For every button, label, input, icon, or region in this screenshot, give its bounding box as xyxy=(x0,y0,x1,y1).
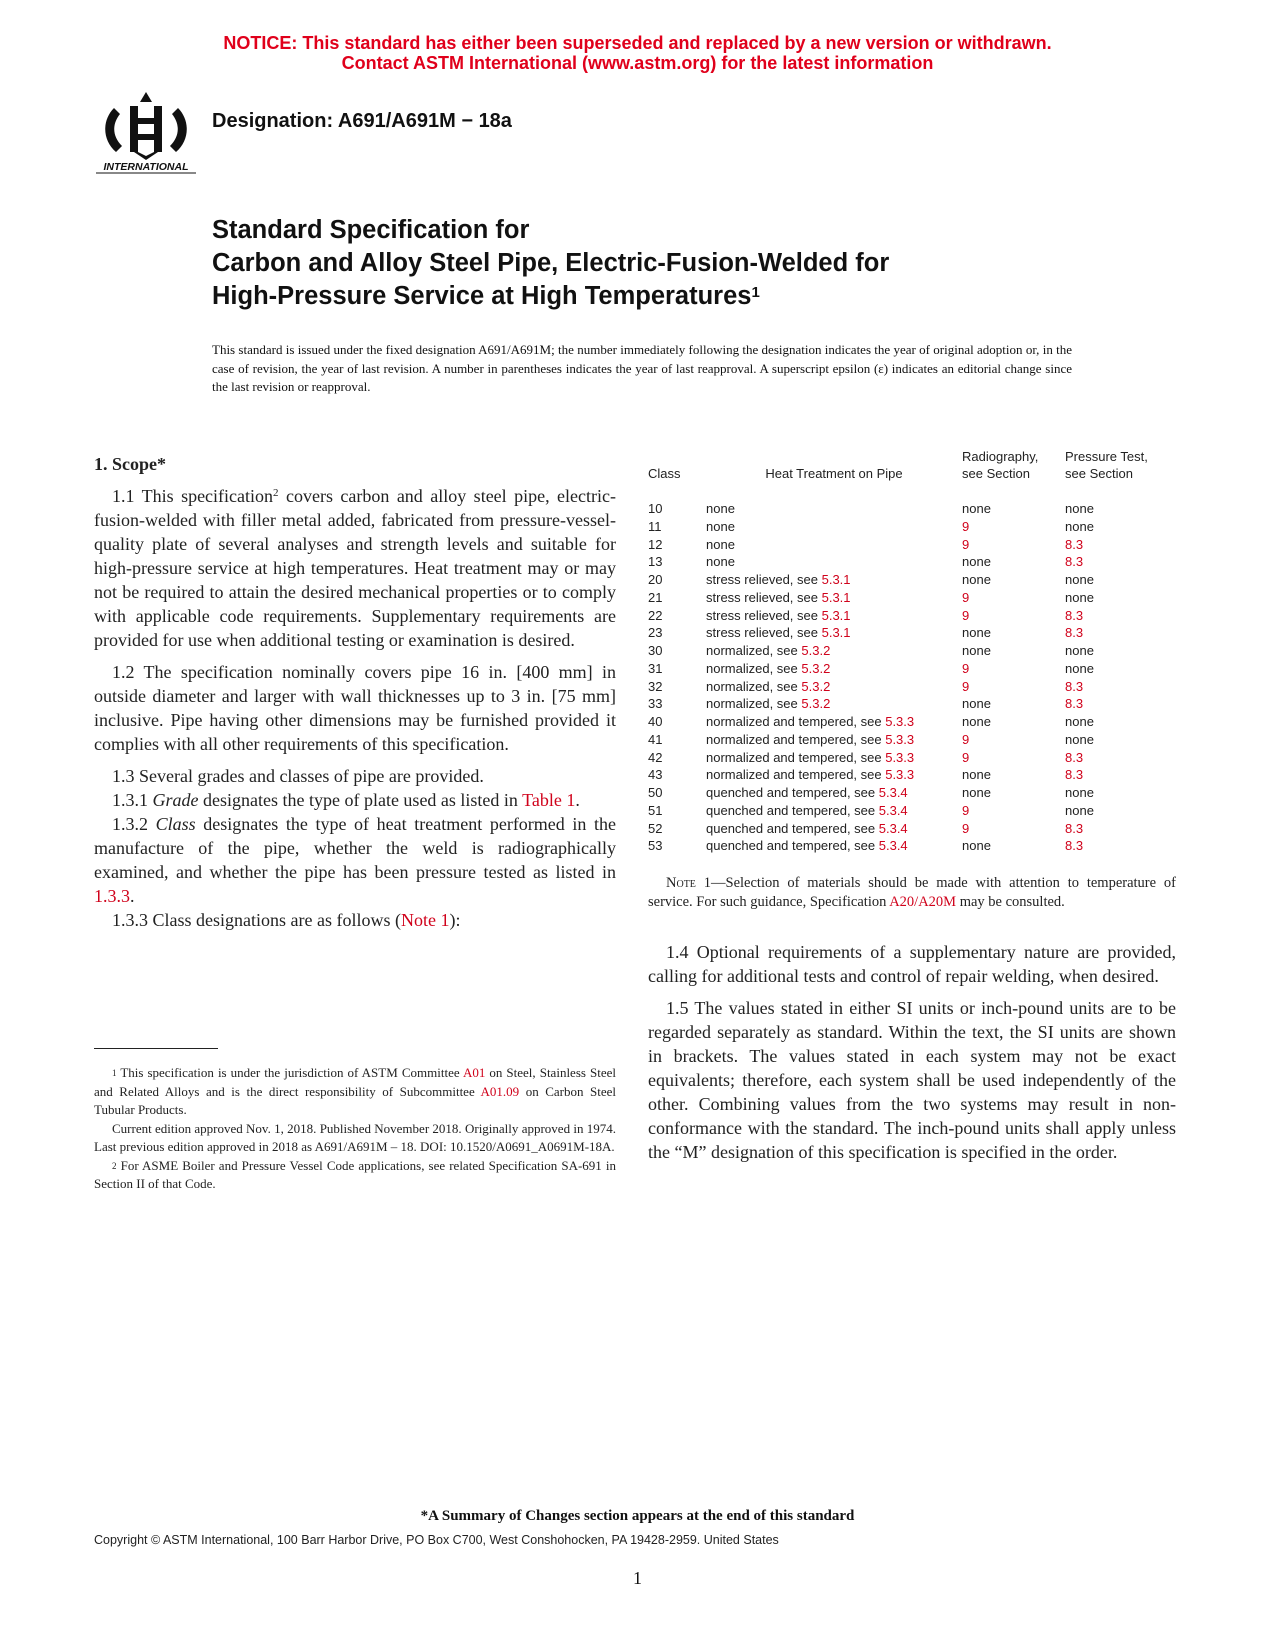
footnote-1-edition: Current edition approved Nov. 1, 2018. Published November 2018. Originally approved in 1974. Last previous edition approved in 2018 as A691/A691M – 18. DOI: 10.1520/A0691_A0691M-18A. xyxy=(94,1120,616,1154)
link-heat-treatment-section[interactable]: 5.3.4 xyxy=(878,838,908,854)
cell-heat-treatment: normalized, see 5.3.2 xyxy=(706,678,831,694)
cell-class: 32 xyxy=(648,678,663,694)
cell-heat-treatment: normalized, see 5.3.2 xyxy=(706,696,831,712)
cell-class: 42 xyxy=(648,749,663,765)
table-row xyxy=(648,607,1178,625)
cell-pressure-test[interactable]: 8.3 xyxy=(1065,838,1084,854)
cell-pressure-test: none xyxy=(1065,714,1094,729)
cell-radiography: none xyxy=(962,501,991,516)
paragraph-1-2: 1.2 The specification nominally covers pipe 16 in. [400 mm] in outside diameter and larger with wall thicknesses up to 3 in. [75 mm] inclusive. Pipe having other dimensions may be furnished provided it complies with all other requirements of this specification. xyxy=(94,662,616,754)
link-heat-treatment-section[interactable]: 5.3.1 xyxy=(821,572,851,587)
table-row xyxy=(648,642,1178,660)
cell-class: 43 xyxy=(648,767,663,783)
cell-pressure-test: none xyxy=(1065,572,1094,587)
cell-pressure-test: none xyxy=(1065,660,1094,676)
cell-pressure-test: none xyxy=(1065,501,1094,516)
cell-radiography: none xyxy=(962,696,991,712)
cell-class: 11 xyxy=(648,518,662,534)
cell-heat-treatment: quenched and tempered, see 5.3.4 xyxy=(706,838,908,854)
link-heat-treatment-section[interactable]: 5.3.3 xyxy=(885,749,915,765)
cell-radiography[interactable]: 9 xyxy=(962,820,970,836)
cell-heat-treatment: normalized and tempered, see 5.3.3 xyxy=(706,767,915,783)
table-row xyxy=(648,624,1178,642)
cell-pressure-test: none xyxy=(1065,589,1094,605)
cell-class: 30 xyxy=(648,643,663,658)
cell-pressure-test[interactable]: 8.3 xyxy=(1065,696,1084,712)
link-heat-treatment-section[interactable]: 5.3.2 xyxy=(801,643,831,658)
cell-class: 31 xyxy=(648,660,663,676)
cell-radiography: none xyxy=(962,714,991,729)
link-heat-treatment-section[interactable]: 5.3.2 xyxy=(801,678,831,694)
notice-line-1: NOTICE: This standard has either been superseded and replaced by a new version or withdrawn. xyxy=(223,33,1052,53)
cell-class: 10 xyxy=(648,501,663,516)
cell-heat-treatment: stress relieved, see 5.3.1 xyxy=(706,625,851,641)
link-heat-treatment-section[interactable]: 5.3.1 xyxy=(821,607,851,623)
document-title xyxy=(212,214,889,313)
link-heat-treatment-section[interactable]: 5.3.3 xyxy=(885,767,915,783)
table-row xyxy=(648,589,1178,607)
cell-heat-treatment: stress relieved, see 5.3.1 xyxy=(706,589,851,605)
table-row xyxy=(648,571,1178,589)
footnote-1: $^1$ This specification is under the jurisdiction of ASTM Committee A01 on Steel, Stainless Steel and Related Alloys and is the direct responsibility of Subcommittee A01.09 on Carbon Steel Tubular Products. xyxy=(94,1065,616,1117)
link-section-1-3-3[interactable]: 1.3.3 xyxy=(94,886,130,906)
cell-class: 13 xyxy=(648,554,663,570)
paragraph-1-4: 1.4 Optional requirements of a supplementary nature are provided, calling for additional tests and control of repair welding, when desired. xyxy=(648,942,1176,986)
cell-radiography: none xyxy=(962,554,991,570)
header-pressure-test: Pressure Test, see Section xyxy=(1065,449,1148,481)
link-heat-treatment-section[interactable]: 5.3.1 xyxy=(821,589,851,605)
section-heading-scope: 1. Scope* xyxy=(94,454,166,474)
header-radiography: Radiography, see Section xyxy=(962,449,1039,481)
footnote-ref-2[interactable]: 2 xyxy=(273,487,279,499)
table-row xyxy=(648,820,1178,838)
cell-radiography[interactable]: 9 xyxy=(962,731,970,747)
table-row xyxy=(648,500,1178,518)
cell-pressure-test: none xyxy=(1065,643,1094,658)
table-row xyxy=(648,731,1178,749)
cell-pressure-test[interactable]: 8.3 xyxy=(1065,820,1084,836)
table-row xyxy=(648,553,1178,571)
footnote-2: $^2$ For ASME Boiler and Pressure Vessel Code applications, see related Specification SA-691 in Section II of that Code. xyxy=(94,1157,616,1191)
paragraph-1-3-1: 1.3.1 Grade designates the type of plate used as listed in Table 1. xyxy=(112,790,580,810)
cell-radiography: none xyxy=(962,838,991,854)
cell-radiography[interactable]: 9 xyxy=(962,607,970,623)
footnote-divider xyxy=(94,1048,218,1049)
paragraph-1-3: 1.3 Several grades and classes of pipe are provided. xyxy=(112,766,484,786)
cell-class: 40 xyxy=(648,714,663,729)
cell-radiography[interactable]: 9 xyxy=(962,518,970,534)
link-heat-treatment-section[interactable]: 5.3.4 xyxy=(878,820,908,836)
cell-radiography[interactable]: 9 xyxy=(962,749,970,765)
table-body xyxy=(648,500,1178,855)
issuance-note: This standard is issued under the fixed designation A691/A691M; the number immediately following the designation indicates the year of original adoption or, in the case of revision, the year of last revision. A number in parentheses indicates the year of last reapproval. A superscript epsilon (ε) indicates an editorial change since the last revision or reapproval. xyxy=(212,342,1072,394)
cell-class: 50 xyxy=(648,785,663,800)
summary-of-changes-note: *A Summary of Changes section appears at the end of this standard xyxy=(420,1508,855,1524)
cell-radiography[interactable]: 9 xyxy=(962,678,970,694)
cell-radiography[interactable]: 9 xyxy=(962,802,970,818)
scope-section xyxy=(94,452,616,932)
link-heat-treatment-section[interactable]: 5.3.4 xyxy=(878,785,908,800)
cell-heat-treatment: none xyxy=(706,554,735,570)
header-heat-treatment: Heat Treatment on Pipe xyxy=(765,466,903,481)
cell-pressure-test[interactable]: 8.3 xyxy=(1065,678,1084,694)
cell-heat-treatment: normalized and tempered, see 5.3.3 xyxy=(706,714,915,729)
table-row xyxy=(648,518,1178,536)
title-line-3: High-Pressure Service at High Temperatures$^1$ xyxy=(212,282,760,310)
cell-heat-treatment: stress relieved, see 5.3.1 xyxy=(706,572,851,587)
table-row xyxy=(648,837,1178,855)
title-line-2: Carbon and Alloy Steel Pipe, Electric-Fusion-Welded for xyxy=(212,249,890,277)
paragraph-1-3-3: 1.3.3 Class designations are as follows (Note 1): xyxy=(112,910,461,930)
cell-radiography: none xyxy=(962,643,991,658)
cell-heat-treatment: normalized, see 5.3.2 xyxy=(706,660,831,676)
link-table-1[interactable]: Table 1 xyxy=(522,790,576,810)
cell-radiography: none xyxy=(962,625,991,641)
cell-radiography: none xyxy=(962,572,991,587)
cell-heat-treatment: normalized and tempered, see 5.3.3 xyxy=(706,731,915,747)
cell-radiography[interactable]: 9 xyxy=(962,660,970,676)
cell-class: 41 xyxy=(648,731,663,747)
page-number: 1 xyxy=(633,1568,642,1588)
cell-class: 23 xyxy=(648,625,663,641)
table-row xyxy=(648,660,1178,678)
title-footnote-mark: 1 xyxy=(751,284,760,301)
footnotes xyxy=(94,1064,616,1194)
cell-heat-treatment: none xyxy=(706,518,735,534)
table-row xyxy=(648,536,1178,554)
cell-class: 51 xyxy=(648,802,663,818)
cell-class: 20 xyxy=(648,572,663,587)
cell-pressure-test[interactable]: 8.3 xyxy=(1065,767,1084,783)
note-1-label: Note 1 xyxy=(666,875,712,891)
table-row xyxy=(648,695,1178,713)
paragraph-1-3-2: 1.3.2 Class designates the type of heat treatment performed in the manufacture of the pipe, whether the weld is radiographically examined, and whether the pipe has been pressure tested as listed in 1.3.3. xyxy=(94,814,617,906)
designation: Designation: A691/A691M − 18a xyxy=(212,110,512,132)
copyright-line: Copyright © ASTM International, 100 Barr Harbor Drive, PO Box C700, West Conshohocken, PA 19428-2959. United States xyxy=(94,1533,779,1547)
link-heat-treatment-section[interactable]: 5.3.4 xyxy=(878,802,908,818)
paragraph-1-5: 1.5 The values stated in either SI units or inch-pound units are to be regarded separately as standard. Within the text, the SI units are shown in brackets. The values stated in each system may not be exact equivalents; therefore, each system shall be used independently of the other. Combining values from the two systems may result in non-conformance with the standard. The inch-pound units shall apply unless the “M” designation of this specification is specified in the order. xyxy=(648,998,1176,1162)
scope-section-continued xyxy=(648,940,1176,1172)
link-heat-treatment-section[interactable]: 5.3.3 xyxy=(885,714,915,729)
cell-heat-treatment: quenched and tempered, see 5.3.4 xyxy=(706,785,908,800)
link-heat-treatment-section[interactable]: 5.3.3 xyxy=(885,731,915,747)
notice-line-2: Contact ASTM International (www.astm.org) for the latest information xyxy=(341,53,934,73)
cell-heat-treatment: normalized, see 5.3.2 xyxy=(706,643,831,658)
cell-class: 52 xyxy=(648,820,663,836)
cell-radiography[interactable]: 9 xyxy=(962,536,970,552)
title-line-1: Standard Specification for xyxy=(212,216,530,244)
link-heat-treatment-section[interactable]: 5.3.2 xyxy=(801,660,831,676)
cell-class: 12 xyxy=(648,536,663,552)
table-header-row xyxy=(648,448,1178,500)
cell-class: 33 xyxy=(648,696,663,712)
astm-international-logo xyxy=(94,88,198,176)
cell-pressure-test: none xyxy=(1065,731,1094,747)
cell-class: 21 xyxy=(648,589,663,605)
logo-wordmark: INTERNATIONAL xyxy=(103,161,189,173)
cell-pressure-test: none xyxy=(1065,518,1094,534)
link-heat-treatment-section[interactable]: 5.3.1 xyxy=(821,625,851,641)
link-subcommittee-a01-09[interactable]: A01.09 xyxy=(480,1083,520,1099)
astm-logo-icon xyxy=(94,88,198,176)
table-row xyxy=(648,749,1178,767)
cell-heat-treatment: none xyxy=(706,501,735,516)
cell-heat-treatment: normalized and tempered, see 5.3.3 xyxy=(706,749,915,765)
cell-class: 53 xyxy=(648,838,663,854)
class-designation-table xyxy=(648,448,1178,855)
link-committee-a01[interactable]: A01 xyxy=(462,1065,486,1080)
note-1: Note 1—Selection of materials should be made with attention to temperature of service. For such guidance, Specification A20/A20M may be consulted. xyxy=(648,875,1176,910)
cell-pressure-test[interactable]: 8.3 xyxy=(1065,536,1084,552)
cell-pressure-test[interactable]: 8.3 xyxy=(1065,554,1084,570)
cell-radiography: none xyxy=(962,767,991,783)
cell-pressure-test[interactable]: 8.3 xyxy=(1065,607,1084,623)
table-row xyxy=(648,766,1178,784)
link-a20-a20m[interactable]: A20/A20M xyxy=(889,894,957,910)
cell-class: 22 xyxy=(648,607,663,623)
cell-pressure-test: none xyxy=(1065,802,1094,818)
link-note-1[interactable]: Note 1 xyxy=(400,910,450,930)
table-row xyxy=(648,784,1178,802)
cell-heat-treatment: stress relieved, see 5.3.1 xyxy=(706,607,851,623)
table-row xyxy=(648,678,1178,696)
cell-heat-treatment: quenched and tempered, see 5.3.4 xyxy=(706,820,908,836)
cell-heat-treatment: quenched and tempered, see 5.3.4 xyxy=(706,802,908,818)
link-heat-treatment-section[interactable]: 5.3.2 xyxy=(801,696,831,712)
cell-pressure-test[interactable]: 8.3 xyxy=(1065,749,1084,765)
cell-radiography: none xyxy=(962,785,991,800)
table-row xyxy=(648,802,1178,820)
header-class: Class xyxy=(648,466,681,481)
cell-pressure-test: none xyxy=(1065,785,1094,800)
cell-heat-treatment: none xyxy=(706,536,735,552)
cell-pressure-test[interactable]: 8.3 xyxy=(1065,625,1084,641)
paragraph-1-1: 1.1 This specification$^2$ covers carbon and alloy steel pipe, electric-fusion-welded with filler metal added, fabricated from pressure-vessel-quality plate of several analyses and strength levels and suitable for high-pressure service at high temperatures. Heat treatment may or may not be required to attain the desired mechanical properties or to comply with applicable code requirements. Supplementary requirements are provided for use when additional testing or examination is desired. xyxy=(94,486,616,650)
table-row xyxy=(648,713,1178,731)
cell-radiography[interactable]: 9 xyxy=(962,589,970,605)
superseded-notice xyxy=(0,33,1275,73)
